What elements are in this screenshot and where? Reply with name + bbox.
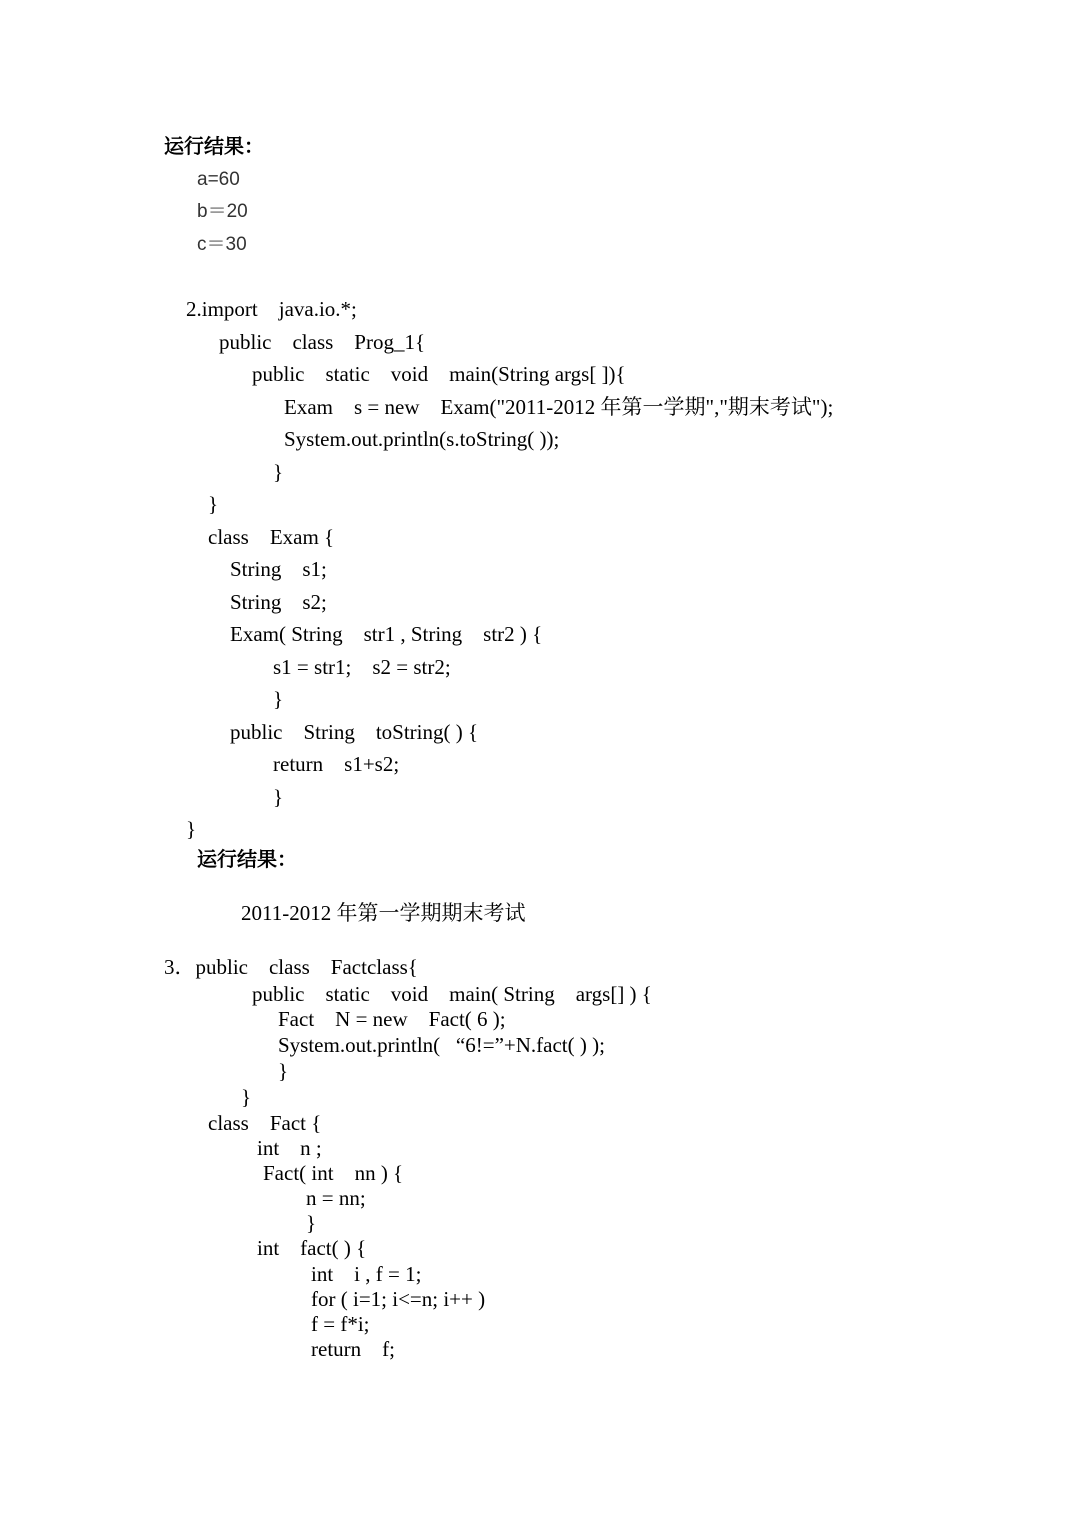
code-line: s1 = str1; s2 = str2;	[273, 655, 451, 679]
code-line: public static void main(String args[ ]){	[252, 362, 626, 386]
code-line: f = f*i;	[311, 1312, 370, 1336]
code-line: for ( i=1; i<=n; i++ )	[311, 1287, 486, 1311]
code-line: int n ;	[257, 1136, 322, 1160]
code-line: Exam( String str1 , String str2 ) {	[230, 622, 543, 646]
code-line: String s2;	[230, 590, 327, 614]
code-line: Exam s = new Exam("2011-2012 年第一学期","期末考试");	[284, 395, 834, 419]
code-line: public class Prog_1{	[219, 330, 426, 354]
code-line: }	[273, 687, 284, 711]
code-line: return f;	[311, 1337, 395, 1361]
code-line: System.out.println(s.toString( ));	[284, 427, 560, 451]
output-line-a: a=60	[197, 169, 240, 190]
code-line: n = nn;	[306, 1186, 366, 1210]
code-line: }	[273, 785, 284, 809]
code-line: 3．public class Factclass{	[164, 955, 418, 979]
code-line: int i , f = 1;	[311, 1262, 422, 1286]
code-line: int fact( ) {	[257, 1236, 367, 1260]
output-line-c: c＝30	[197, 234, 247, 255]
result-heading-1: 运行结果：	[164, 134, 264, 158]
code-line: String s1;	[230, 557, 327, 581]
code-line: public static void main( String args[] ) {	[252, 982, 652, 1006]
code-line: }	[241, 1085, 252, 1109]
code-line: }	[278, 1059, 289, 1083]
code-line: class Fact {	[208, 1111, 322, 1135]
code-line: class Exam {	[208, 525, 335, 549]
code-line: }	[186, 817, 197, 841]
result-output-2: 2011-2012 年第一学期期末考试	[241, 901, 526, 925]
code-line: Fact( int nn ) {	[263, 1161, 404, 1185]
output-line-b: b＝20	[197, 201, 248, 222]
code-line: 2.import java.io.*;	[186, 297, 357, 321]
code-line: System.out.println( “6!=”+N.fact( ) );	[278, 1033, 605, 1057]
code-line: public String toString( ) {	[230, 720, 479, 744]
code-line: }	[273, 460, 284, 484]
code-line: Fact N = new Fact( 6 );	[278, 1007, 506, 1031]
code-line: }	[208, 492, 219, 516]
code-line: return s1+s2;	[273, 752, 400, 776]
code-line: }	[306, 1211, 317, 1235]
result-heading-2: 运行结果：	[197, 847, 297, 871]
